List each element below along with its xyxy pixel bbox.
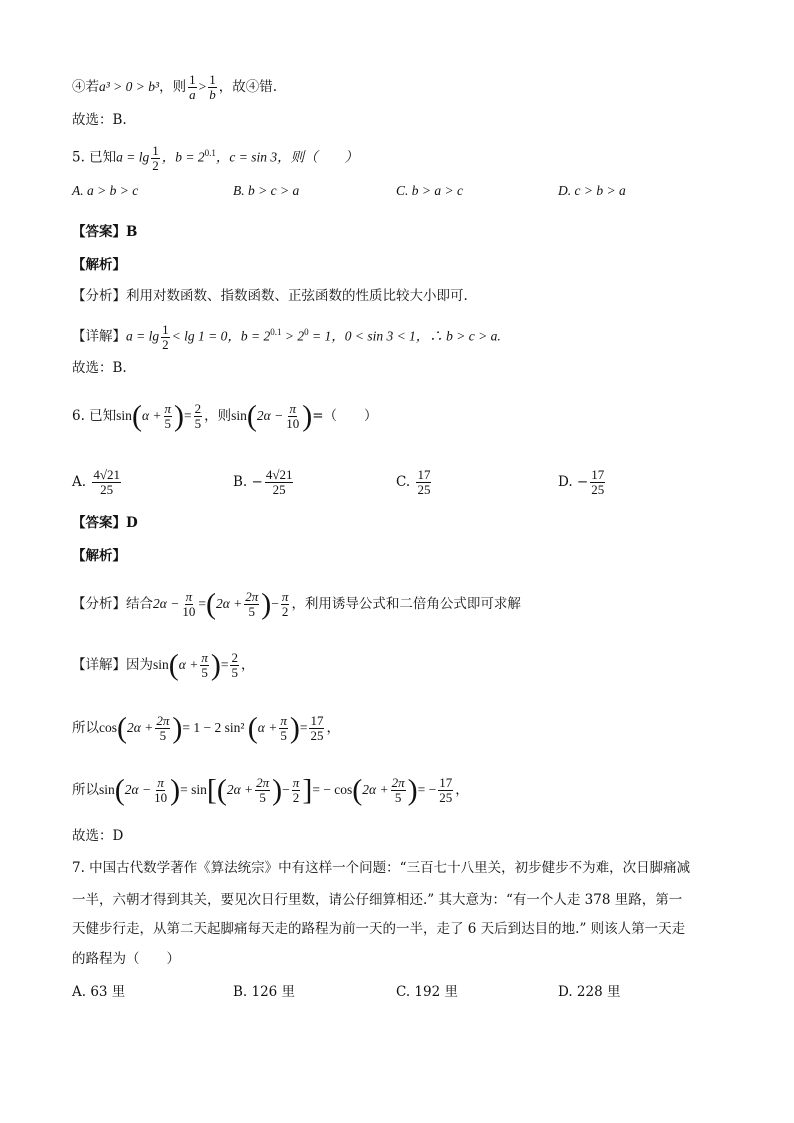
- paren: ): [174, 399, 185, 433]
- question-number: 6. 已知: [72, 408, 117, 424]
- q6-option-b: B. − $\frac{4√21}{25}$: [233, 467, 293, 497]
- operator: >: [198, 79, 207, 94]
- text: =（ ）: [312, 408, 378, 424]
- q5-detail: [72, 322, 501, 352]
- fraction: $\frac{1}{b}$: [209, 72, 216, 102]
- question-6: [72, 399, 378, 433]
- q6-detail: 【详解】因为sin(α + $\frac{\pi}{5}$ )= $\frac{2}{5}$ ，: [72, 648, 255, 682]
- math: ，c = sin 3，则（ ）: [215, 149, 359, 165]
- question-7-line-3: 天健步行走，从第二天起脚痛每天走的路程为前一天的一半，走了 6 天后到达目的地.” 则该人第一天走: [72, 921, 686, 937]
- label: 所以: [72, 782, 99, 798]
- q6-step-1: 所以cos(2α + $\frac{2\pi}{5}$ )= 1 − 2 sin² (α + $\frac{\pi}{5}$ )= $\frac{17}{25}$ ，: [72, 711, 340, 745]
- text: ，利用诱导公式和二倍角公式即可求解: [291, 596, 521, 612]
- q7-option-a: A. 63 里: [72, 984, 126, 1000]
- math: > 2: [281, 328, 305, 344]
- q5-analysis: 【分析】利用对数函数、指数函数、正弦函数的性质比较大小即可.: [72, 288, 468, 304]
- text: ，则: [159, 79, 187, 95]
- q6-option-c: C. $\frac{17}{25}$: [396, 467, 431, 497]
- label: 【详解】: [72, 328, 126, 345]
- exponent: 0.1: [204, 148, 216, 158]
- q6-analysis: 【分析】结合2α − $\frac{\pi}{10}$ =(2α + $\frac{2\pi}{5}$ )− $\frac{\pi}{2}$ ，利用诱导公式和二倍角公式即可求解: [72, 587, 521, 621]
- text: ④若: [72, 79, 99, 95]
- q6-step-2: 所以sin(2α − $\frac{\pi}{10}$ )= sin[(2α + $\frac{2\pi}{5}$ )− $\frac{\pi}{2}$ ]= − cos(2α + $\frac{2\pi}{5}$ )= − $\frac{17}{25}$ ，: [72, 773, 469, 807]
- label: 【分析】结合: [72, 596, 153, 612]
- math: α +: [141, 408, 162, 423]
- math: a = lg: [116, 149, 150, 165]
- math: ，b = 2: [161, 149, 205, 165]
- select-line: 故选：B.: [72, 112, 127, 128]
- fraction: $\frac{1}{a}$: [189, 72, 196, 102]
- line-conclusion-4: [72, 73, 277, 102]
- q5-option-d: D. c > b > a: [558, 183, 626, 198]
- q6-option-d: D. − $\frac{17}{25}$: [558, 467, 605, 497]
- label: 【详解】因为: [72, 657, 153, 673]
- text: ，故④错.: [218, 79, 277, 95]
- q5-analysis-heading: 【解析】: [72, 257, 126, 273]
- exponent: 0.1: [270, 327, 282, 337]
- q6-select: 故选：D: [72, 828, 124, 844]
- question-5: [72, 143, 358, 173]
- math: sin: [231, 408, 247, 423]
- fraction: $\frac{1}{2}$: [162, 321, 169, 352]
- math: < lg 1 = 0，b = 2: [171, 328, 271, 344]
- paren: (: [246, 399, 257, 433]
- q6-option-a: A. $\frac{4√21}{25}$: [72, 467, 120, 497]
- math: a = lg: [126, 328, 160, 344]
- math-condition: a³ > 0 > b³: [99, 79, 160, 94]
- math: = 1，0 < sin 3 < 1，∴ b > c > a.: [308, 328, 501, 344]
- question-7-line-1: 7. 中国古代数学著作《算法统宗》中有这样一个问题：“三百七十八里关，初步健步不为难，次日脚痛减: [72, 860, 691, 876]
- label: 所以: [72, 720, 99, 736]
- text: ，则: [204, 408, 232, 424]
- math: sin: [116, 408, 132, 423]
- q7-option-b: B. 126 里: [233, 984, 296, 1000]
- operator: =: [184, 408, 192, 423]
- q5-answer: 【答案】B: [72, 224, 138, 240]
- question-7-line-4: 的路程为（ ）: [72, 951, 180, 967]
- q6-answer: 【答案】D: [72, 515, 138, 531]
- question-number: 5. 已知: [72, 149, 117, 166]
- fraction: $\frac{\pi}{10}$: [286, 401, 300, 431]
- q5-option-b: B. b > c > a: [233, 183, 300, 198]
- question-7-line-2: 一半，六朝才得到其关，要见次日行里数，请公仔细算相还.” 其大意为：“有一个人走 378 里路，第一: [72, 892, 683, 908]
- fraction: $\frac{\pi}{5}$: [164, 401, 172, 431]
- paren: ): [302, 399, 313, 433]
- q5-option-a: A. a > b > c: [72, 183, 139, 198]
- q7-option-c: C. 192 里: [396, 984, 458, 1000]
- q7-option-d: D. 228 里: [558, 984, 621, 1000]
- fraction: $\frac{2}{5}$: [194, 401, 202, 431]
- fraction: $\frac{1}{2}$: [152, 142, 159, 173]
- paren: (: [131, 399, 142, 433]
- q5-select: 故选：B.: [72, 360, 127, 376]
- q6-analysis-heading: 【解析】: [72, 548, 126, 564]
- math: 2α −: [256, 408, 284, 423]
- exponent: 0: [304, 327, 309, 337]
- q5-option-c: C. b > a > c: [396, 183, 463, 198]
